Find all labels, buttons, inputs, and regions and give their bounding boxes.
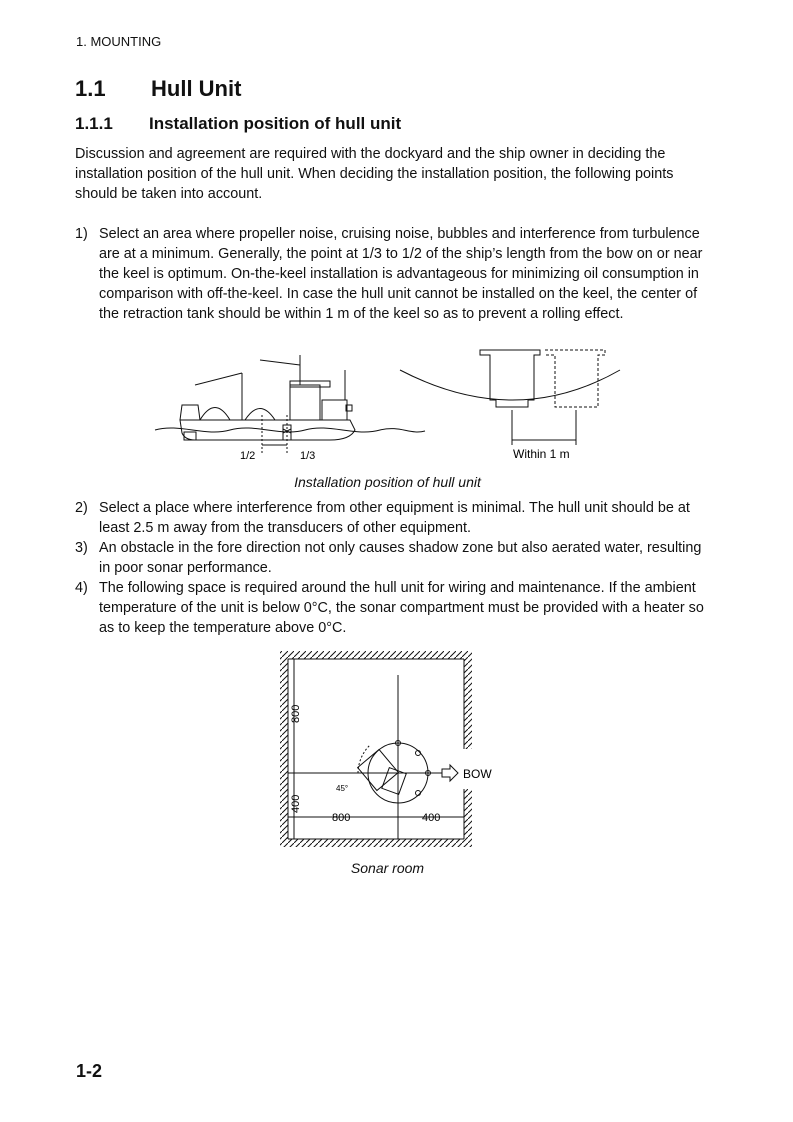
- list-marker: 1): [75, 226, 88, 242]
- wall-right-upper: [464, 659, 472, 749]
- dim-800-vertical: 800: [290, 704, 302, 723]
- list-item: [75, 224, 715, 324]
- angle-label: 45°: [336, 784, 349, 793]
- list-text: An obstacle in the fore direction not only causes shadow zone but also aerated water, resulting in poor sonar performance.: [99, 540, 702, 576]
- subsection-number: 1.1.1: [75, 114, 113, 133]
- subsection-heading: [75, 114, 401, 134]
- wall-bottom: [280, 839, 472, 847]
- list-marker: 4): [75, 580, 88, 596]
- list-item: [75, 578, 715, 638]
- list-text: Select an area where propeller noise, cruising noise, bubbles and interference from turbulence are at a minimum. Generally, the point at 1/3 to 1/2 of the ship’s length from the bow on or near the keel is optimum. On-the-keel installation is advantageous for minimizing oil consumption in comparison with off-the-keel. In case the hull unit cannot be installed on the keel, the center of the retraction tank should be within 1 m of the keel so as to prevent a rolling effect.: [99, 226, 703, 322]
- dim-400-vertical: 400: [290, 794, 302, 813]
- label-third: 1/3: [300, 450, 316, 462]
- bow-label: BOW: [463, 767, 492, 781]
- section-title: Hull Unit: [151, 76, 242, 101]
- hull-unit-position-figure: [150, 345, 630, 465]
- label-half: 1/2: [240, 450, 256, 462]
- hull-section-drawing: [400, 350, 620, 445]
- list-item: [75, 538, 715, 578]
- dim-400-horizontal: 400: [422, 812, 441, 824]
- sonar-room-figure: [270, 645, 510, 850]
- intro-paragraph: Discussion and agreement are required with the dockyard and the ship owner in deciding the installation position of the hull unit. When deciding the installation position, the following points should be taken into account.: [75, 146, 674, 202]
- wall-left: [280, 659, 288, 839]
- list-text: The following space is required around the hull unit for wiring and maintenance. If the ambient temperature of the unit is below 0°C, the sonar compartment must be provided with a heater so as to keep the temperature above 0°C.: [99, 580, 704, 636]
- figure-caption: Sonar room: [350, 860, 425, 876]
- label-within-1m: Within 1 m: [513, 447, 570, 461]
- wall-right-lower: [464, 789, 472, 839]
- page-number: 1-2: [76, 1061, 103, 1081]
- list-marker: 2): [75, 500, 88, 516]
- section-heading: [75, 76, 241, 102]
- figure-caption: Installation position of hull unit: [294, 474, 481, 490]
- ship-drawing: [155, 355, 425, 440]
- chapter-header: 1. MOUNTING: [76, 34, 162, 49]
- list-item: [75, 498, 715, 538]
- dim-800-horizontal: 800: [332, 812, 351, 824]
- list-marker: 3): [75, 540, 88, 556]
- section-number: 1.1: [75, 76, 106, 101]
- wall-top: [280, 651, 472, 659]
- subsection-title: Installation position of hull unit: [149, 114, 402, 133]
- list-text: Select a place where interference from other equipment is minimal. The hull unit should be at least 2.5 m away from the transducers of other equipment.: [99, 500, 690, 536]
